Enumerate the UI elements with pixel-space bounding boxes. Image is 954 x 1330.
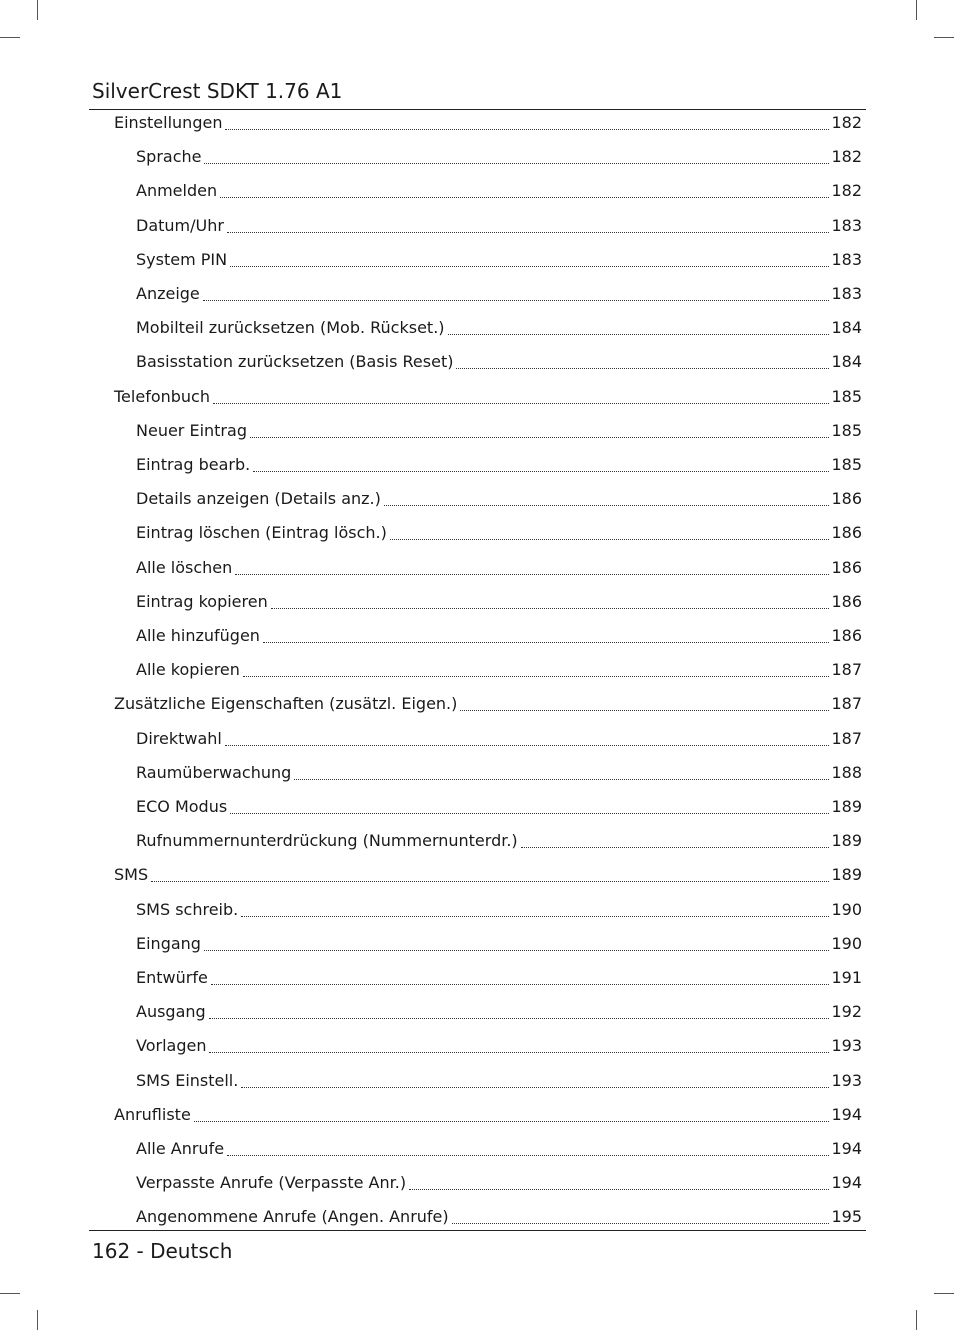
toc-entry[interactable]: [136, 522, 862, 544]
toc-entry-page: 184: [831, 318, 862, 337]
toc-entry[interactable]: [136, 1206, 862, 1228]
toc-leader-dots: [409, 1188, 829, 1190]
toc-entry-page: 187: [831, 694, 862, 713]
toc-entry-title: Einstellungen: [114, 113, 223, 132]
toc-entry-title: SMS Einstell.: [136, 1071, 239, 1090]
toc-entry-page: 183: [831, 284, 862, 303]
toc-leader-dots: [225, 744, 830, 746]
toc-entry[interactable]: [136, 1070, 862, 1092]
toc-leader-dots: [230, 265, 829, 267]
toc-leader-dots: [452, 1222, 830, 1224]
toc-entry-title: Anmelden: [136, 181, 218, 200]
crop-mark: [0, 1293, 20, 1294]
toc-entry-page: 192: [831, 1002, 862, 1021]
toc-entry-page: 185: [831, 421, 862, 440]
toc-entry[interactable]: [136, 762, 862, 784]
toc-leader-dots: [390, 538, 830, 540]
toc-leader-dots: [230, 812, 829, 814]
toc-leader-dots: [253, 470, 829, 472]
toc-entry[interactable]: [136, 796, 862, 818]
toc-leader-dots: [213, 402, 829, 404]
toc-entry[interactable]: [136, 215, 862, 237]
toc-entry-title: Mobilteil zurücksetzen (Mob. Rückset.): [136, 318, 445, 337]
toc-leader-dots: [243, 675, 830, 677]
toc-entry-page: 186: [831, 558, 862, 577]
crop-mark: [37, 1310, 38, 1330]
toc-leader-dots: [151, 880, 829, 882]
toc-entry[interactable]: [136, 488, 862, 510]
footer-rule: [89, 1230, 866, 1231]
header-rule: [89, 109, 866, 110]
toc-leader-dots: [220, 196, 829, 198]
toc-entry-page: 183: [831, 216, 862, 235]
toc-entry[interactable]: [136, 1172, 862, 1194]
toc-leader-dots: [204, 162, 829, 164]
toc-entry[interactable]: [136, 1035, 862, 1057]
toc-entry-title: Eintrag löschen (Eintrag lösch.): [136, 523, 387, 542]
toc-entry-title: Eintrag kopieren: [136, 592, 268, 611]
toc-entry-page: 194: [831, 1139, 862, 1158]
toc-entry[interactable]: [136, 454, 862, 476]
toc-entry[interactable]: [136, 899, 862, 921]
toc-entry-page: 186: [831, 523, 862, 542]
crop-mark: [37, 0, 38, 20]
toc-entry-page: 190: [831, 934, 862, 953]
toc-entry-page: 189: [831, 831, 862, 850]
crop-mark: [934, 1293, 954, 1294]
toc-entry-page: 195: [831, 1207, 862, 1226]
toc-leader-dots: [460, 709, 829, 711]
toc-leader-dots: [456, 367, 829, 369]
toc-entry-title: ECO Modus: [136, 797, 228, 816]
toc-leader-dots: [204, 949, 830, 951]
toc-entry-title: Anrufliste: [114, 1105, 191, 1124]
toc-entry-title: Alle kopieren: [136, 660, 240, 679]
crop-mark: [0, 37, 20, 38]
toc-entry[interactable]: [136, 728, 862, 750]
toc-entry-title: Alle Anrufe: [136, 1139, 225, 1158]
page-header-title: SilverCrest SDKT 1.76 A1: [92, 79, 343, 103]
toc-entry-page: 183: [831, 250, 862, 269]
toc-entry[interactable]: [136, 659, 862, 681]
toc-entry[interactable]: [136, 557, 862, 579]
crop-mark: [934, 37, 954, 38]
toc-entry-page: 193: [831, 1071, 862, 1090]
toc-entry-title: Alle löschen: [136, 558, 233, 577]
toc-entry[interactable]: [136, 1001, 862, 1023]
toc-leader-dots: [227, 1154, 829, 1156]
toc-entry-title: Eintrag bearb.: [136, 455, 251, 474]
toc-entry[interactable]: [136, 249, 862, 271]
toc-entry-page: 182: [831, 181, 862, 200]
toc-entry-page: 194: [831, 1105, 862, 1124]
toc-entry[interactable]: [136, 180, 862, 202]
toc-entry-title: Neuer Eintrag: [136, 421, 247, 440]
toc-entry-title: System PIN: [136, 250, 228, 269]
toc-entry-page: 185: [831, 455, 862, 474]
toc-entry-page: 191: [831, 968, 862, 987]
toc-entry-page: 193: [831, 1036, 862, 1055]
toc-entry-title: Basisstation zurücksetzen (Basis Reset): [136, 352, 454, 371]
toc-entry-page: 186: [831, 489, 862, 508]
toc-leader-dots: [241, 1086, 829, 1088]
toc-entry-page: 187: [831, 729, 862, 748]
toc-leader-dots: [235, 573, 829, 575]
toc-entry-title: Raumüberwachung: [136, 763, 292, 782]
toc-entry-page: 190: [831, 900, 862, 919]
toc-leader-dots: [521, 846, 830, 848]
toc-entry-page: 189: [831, 797, 862, 816]
toc-entry[interactable]: [136, 967, 862, 989]
toc-entry-title: SMS schreib.: [136, 900, 239, 919]
toc-entry-page: 187: [831, 660, 862, 679]
toc-entry-title: Direktwahl: [136, 729, 222, 748]
toc-entry-page: 188: [831, 763, 862, 782]
toc-leader-dots: [250, 436, 829, 438]
toc-entry-title: Zusätzliche Eigenschaften (zusätzl. Eigen.): [114, 694, 458, 713]
toc-entry-title: Ausgang: [136, 1002, 206, 1021]
toc-entry[interactable]: [136, 1138, 862, 1160]
toc-entry-title: Sprache: [136, 147, 202, 166]
toc-entry[interactable]: [114, 112, 862, 134]
toc-leader-dots: [241, 915, 829, 917]
toc-leader-dots: [209, 1051, 829, 1053]
toc-entry[interactable]: [136, 830, 862, 852]
toc-leader-dots: [211, 983, 830, 985]
crop-mark: [916, 1310, 917, 1330]
page-footer: 162 - Deutsch: [92, 1239, 233, 1263]
toc-leader-dots: [263, 641, 830, 643]
toc-entry[interactable]: [136, 625, 862, 647]
toc-entry-title: Angenommene Anrufe (Angen. Anrufe): [136, 1207, 449, 1226]
toc-leader-dots: [203, 299, 830, 301]
toc-entry-page: 194: [831, 1173, 862, 1192]
toc-entry-title: Datum/Uhr: [136, 216, 224, 235]
toc-entry-page: 182: [831, 113, 862, 132]
crop-mark: [916, 0, 917, 20]
toc-entry-title: Telefonbuch: [114, 387, 210, 406]
toc-entry[interactable]: [114, 864, 862, 886]
toc-entry[interactable]: [136, 591, 862, 613]
toc-entry[interactable]: [114, 693, 862, 715]
toc-entry-title: Alle hinzufügen: [136, 626, 260, 645]
toc-leader-dots: [227, 231, 830, 233]
toc-entry[interactable]: [136, 420, 862, 442]
toc-entry[interactable]: [136, 351, 862, 373]
toc-entry-title: SMS: [114, 865, 149, 884]
toc-entry-title: Details anzeigen (Details anz.): [136, 489, 381, 508]
toc-entry[interactable]: [114, 386, 862, 408]
toc-entry[interactable]: [136, 933, 862, 955]
toc-entry-page: 184: [831, 352, 862, 371]
toc-entry-page: 189: [831, 865, 862, 884]
toc-entry-title: Vorlagen: [136, 1036, 207, 1055]
toc-entry-title: Eingang: [136, 934, 201, 953]
toc-leader-dots: [448, 333, 830, 335]
toc-entry[interactable]: [114, 1104, 862, 1126]
toc-entry-title: Entwürfe: [136, 968, 208, 987]
toc-leader-dots: [271, 607, 830, 609]
toc-leader-dots: [209, 1017, 830, 1019]
toc-entry-page: 186: [831, 592, 862, 611]
toc-entry-page: 185: [831, 387, 862, 406]
toc-entry[interactable]: [136, 317, 862, 339]
toc-entry-page: 182: [831, 147, 862, 166]
toc-leader-dots: [384, 504, 830, 506]
toc-entry[interactable]: [136, 283, 862, 305]
toc-leader-dots: [194, 1120, 830, 1122]
toc-entry[interactable]: [136, 146, 862, 168]
toc-leader-dots: [225, 128, 829, 130]
toc-entry-title: Verpasste Anrufe (Verpasste Anr.): [136, 1173, 407, 1192]
toc-entry-page: 186: [831, 626, 862, 645]
toc-entry-title: Anzeige: [136, 284, 200, 303]
toc-leader-dots: [294, 778, 829, 780]
toc-entry-title: Rufnummernunterdrückung (Nummernunterdr.): [136, 831, 518, 850]
